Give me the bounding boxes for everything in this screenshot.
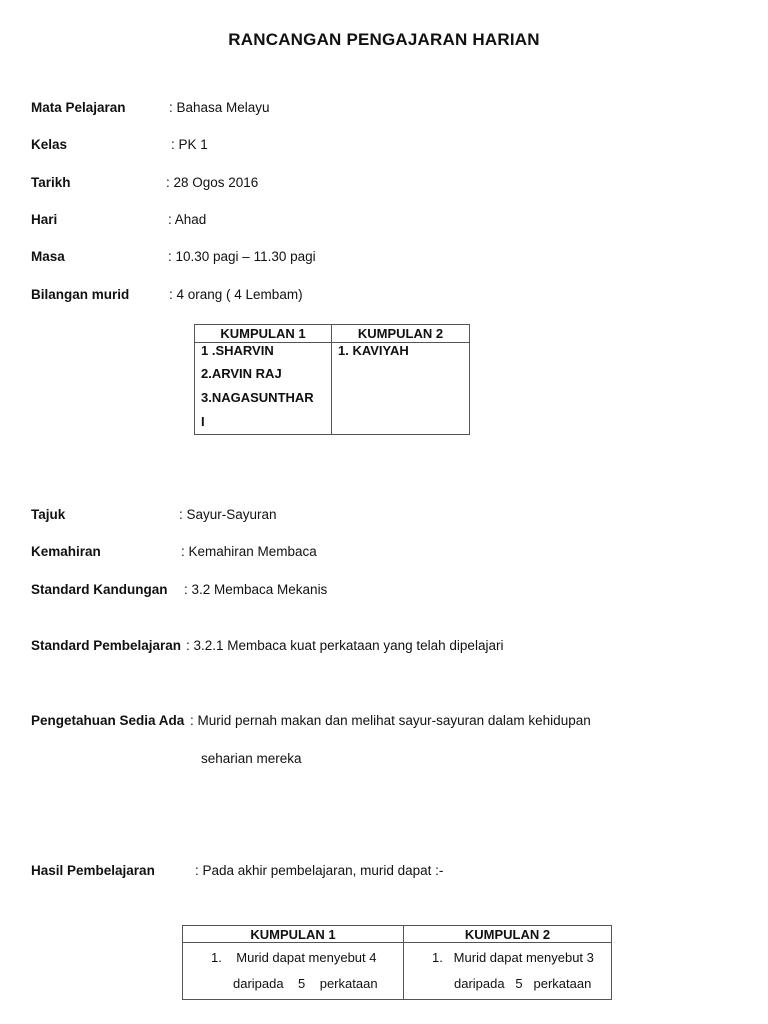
table-cell-group2 [404,943,612,1000]
label-masa: Masa [31,249,65,264]
value-hari: : Ahad [168,212,207,227]
outcome-line: daripada 5 perkataan [454,976,592,991]
label-pengetahuan-sedia-ada: Pengetahuan Sedia Ada [31,713,185,728]
value-standard-kandungan: : 3.2 Membaca Mekanis [184,582,328,597]
value-mata-pelajaran: : Bahasa Melayu [169,100,270,115]
student-name: I [201,414,205,429]
table-header: KUMPULAN 1 [183,926,404,943]
value-bilangan-murid: : 4 orang ( 4 Lembam) [169,287,303,302]
label-tajuk: Tajuk [31,507,66,522]
outcome-line: daripada 5 perkataan [233,976,378,991]
label-kelas: Kelas [31,137,68,152]
value-standard-pembelajaran: : 3.2.1 Membaca kuat perkataan yang telah dipelajari [186,638,504,653]
table-header: KUMPULAN 2 [404,926,612,943]
outcome-line: 1. Murid dapat menyebut 4 [211,950,377,965]
table-cell-group1 [195,343,332,435]
value-masa: : 10.30 pagi – 11.30 pagi [168,249,316,264]
student-name: 1 .SHARVIN [201,343,274,358]
table-row [195,343,470,435]
label-hasil-pembelajaran: Hasil Pembelajaran [31,863,155,878]
table-cell-group1 [183,943,404,1000]
label-kemahiran: Kemahiran [31,544,101,559]
label-hari: Hari [31,212,58,227]
student-name: 3.NAGASUNTHAR [201,390,314,405]
outcome-line: 1. Murid dapat menyebut 3 [432,950,594,965]
label-tarikh: Tarikh [31,175,71,190]
outcome-table [182,925,612,1000]
label-mata-pelajaran: Mata Pelajaran [31,100,126,115]
value-kemahiran: : Kemahiran Membaca [181,544,317,559]
table-header: KUMPULAN 2 [332,325,470,343]
label-standard-pembelajaran: Standard Pembelajaran [31,638,182,653]
value-tarikh: : 28 Ogos 2016 [166,175,259,190]
label-standard-kandungan: Standard Kandungan [31,582,168,597]
table-cell-group2 [332,343,470,435]
value-pengetahuan-sedia-ada-line2: seharian mereka [201,751,302,766]
value-pengetahuan-sedia-ada: : Murid pernah makan dan melihat sayur-sayuran dalam kehidupan [190,713,591,728]
student-name: 1. KAVIYAH [338,343,409,358]
value-tajuk: : Sayur-Sayuran [179,507,277,522]
document-title: RANCANGAN PENGAJARAN HARIAN [228,30,540,49]
table-header-row [195,325,470,343]
group-table [194,324,470,435]
table-row [183,943,612,1000]
label-bilangan-murid: Bilangan murid [31,287,130,302]
table-header-row [183,926,612,943]
table-header: KUMPULAN 1 [195,325,332,343]
value-hasil-pembelajaran: : Pada akhir pembelajaran, murid dapat :- [195,863,444,878]
value-kelas: : PK 1 [171,137,208,152]
student-name: 2.ARVIN RAJ [201,366,282,381]
